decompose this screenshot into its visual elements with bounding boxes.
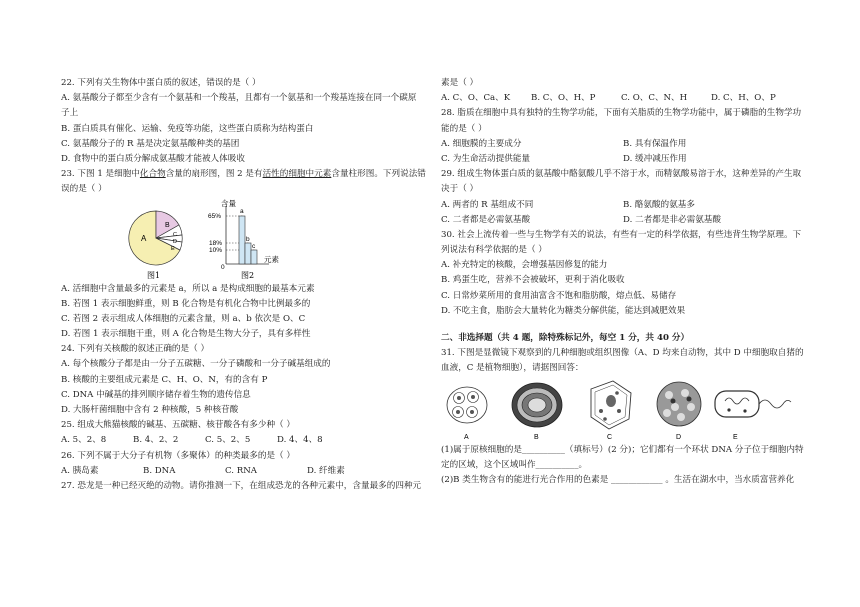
q26-option-c: C. RNA [225,465,257,476]
q26-option-b: B. DNA [143,465,176,476]
figure-2-caption: 图2 [241,270,255,280]
q27-options [441,91,811,106]
cell-label-b: B [534,433,539,441]
bar-x-title: 元素 [264,254,279,264]
q28-option-b: B. 具有保温作用 [623,138,687,149]
q29-options-row1 [441,198,811,213]
cell-b-figure [512,383,562,441]
q29-option-c: C. 二者都是必需氨基酸 [441,214,531,225]
q22-option-b: B. 蛋白质具有催化、运输、免疫等功能，这些蛋白质称为结构蛋白 [61,123,314,134]
figure-1-caption: 图1 [147,270,161,280]
cell-a-figure [447,387,487,441]
q26-options [61,464,439,479]
q31-part1: (1)属于原核细胞的是__________（填标号）(2 分)；它们都有一个环状 DNA 分子位于细胞内特 [441,444,804,455]
q29-option-b: B. 酪氨酸的氨基多 [623,199,695,210]
q23-stem-text-mid: 含量的扇形图，图 2 是有 [165,169,263,180]
q24-option-b: B. 核酸的主要组成元素是 C、H、O、N，有的含有 P [61,374,268,385]
q31-stem: 31. 下图是显微镜下观察到的几种细胞或组织图像（A、D 均来自动物，其中 D 中细胞取自猪的 [441,348,804,359]
q24-stem: 24. 下列有关核酸的叙述正确的是（ ） [61,344,210,355]
q23-option-a: A. 活细胞中含量最多的元素是 a，所以 a 是构成细胞的最基本元素 [61,283,315,294]
pie-chart [129,210,182,279]
q28-option-c: C. 为生命活动提供能量 [441,153,531,164]
q24-option-d: D. 大肠杆菌细胞中含有 2 种核酸，5 种核苷酸 [61,405,239,415]
q31-stem-cont: 血液，C 是植物细胞），请据图回答： [441,363,584,374]
tick-0: 0 [221,263,225,271]
q23-underlined-element: 活性的细胞中元素 [262,169,332,180]
q22-option-c: C. 氨基酸分子的 R 基是决定氨基酸种类的基团 [61,138,240,149]
q27-option-c: C. O、C、N、H [621,93,688,104]
tick-10: 10% [209,246,223,254]
bar-c [251,250,257,264]
cell-label-a: A [464,433,469,441]
q23-underlined-compound: 化合物 [139,169,166,180]
q26-option-a: A. 胰岛素 [61,465,99,476]
q29-stem: 29. 组成生物体蛋白质的氨基酸中酪氨酸几乎不溶于水，而精氨酸易溶于水，这种差异的产生取 [441,169,802,180]
q25-option-b: B. 4、2、2 [133,435,179,446]
q30-option-d: D. 不吃主食，脂肪会大量转化为糖类分解供能，能达到减肥效果 [441,305,686,316]
q26-option-d: D. 纤维素 [307,465,345,476]
q27-stem-cont: 素是（ ） [441,78,479,88]
cell-c-figure [591,381,631,441]
q23-stem [61,167,439,182]
bar-label-b: b [246,235,250,243]
cell-label-c: C [607,433,613,441]
q30-option-c: C. 日常炒菜所用的食用油富含不饱和脂肪酸，熔点低、易储存 [441,290,677,301]
q22-option-d: D. 食物中的蛋白质分解成氨基酸才能被人体吸收 [61,153,245,164]
q30-stem: 30. 社会上流传着一些与生物学有关的说法，有些有一定的科学依据，有些违背生物学原理。下 [441,229,802,240]
tick-65: 65% [208,212,222,220]
q27-stem: 27. 恐龙是一种已经灭绝的动物。请你推测一下，在组成恐龙的各种元素中，含量最多的四种元 [61,480,422,491]
q28-option-a: A. 细胞膜的主要成分 [441,138,522,149]
q29-option-a: A. 两者的 R 基组成不同 [441,199,534,210]
q25-options [61,433,439,448]
right-column [441,76,811,488]
pie-label-a: A [141,233,147,243]
q25-option-a: A. 5、2、8 [61,435,107,446]
left-column [61,76,439,494]
q28-stem-cont: 能的是（ ） [441,123,487,134]
section-2-title: 二、非选择题（共 4 题，除特殊标记外，每空 1 分，共 40 分） [441,333,690,343]
q23-option-c: C. 若图 2 表示组成人体细胞的元素含量，则 a、b 依次是 O、C [61,313,306,324]
q26-stem: 26. 下列不属于大分子有机物（多聚体）的种类最多的是（ ） [61,450,295,461]
q25-stem: 25. 组成大熊猫核酸的碱基、五碳糖、核苷酸各有多少种（ ） [61,420,295,431]
q30-stem-cont: 列说法有科学依据的是（ ） [441,245,547,256]
q31-cell-figures [441,377,811,443]
bar-y-title: 含量 [221,198,236,208]
bar-chart [208,198,279,280]
q22-option-a: A. 氨基酸分子都至少含有一个氨基和一个羧基，且都有一个氨基和一个羧基连接在同一个碳原 [61,93,417,104]
q23-figure-svg [121,198,291,282]
q29-option-d: D. 二者都是非必需氨基酸 [623,214,721,225]
q23-option-b: B. 若图 1 表示细胞鲜重，则 B 化合物是有机化合物中比例最多的 [61,298,311,309]
pie-label-b: B [165,221,170,229]
q30-option-b: B. 鸡蛋生吃，营养不会被破坏，更利于消化吸收 [441,275,625,286]
q27-option-b: B. C、O、H、P [531,93,596,104]
pie-label-c: C [173,231,177,238]
q31-part1-cont: 定的区域，这个区域叫作__________。 [441,459,588,470]
q23-figure [61,198,439,282]
q31-figures-svg [441,377,811,443]
pie-label-e: E [171,245,175,252]
q22-stem: 22. 下列有关生物体中蛋白质的叙述，错误的是（ ） [61,78,261,88]
q30-option-a: A. 补充特定的核酸，会增强基因修复的能力 [441,260,608,271]
q31-part2: (2)B 类生物含有的能进行光合作用的色素是 ____________ 。生活在湖水中，当水质富营养化 [441,474,795,485]
q28-stem: 28. 脂质在细胞中具有独特的生物学功能，下面有关脂质的生物学功能中，属于磷脂的生物学功 [441,108,802,119]
q28-options-row1 [441,137,811,152]
cell-label-e: E [733,433,738,441]
q23-stem-text: 23. 下图 1 是细胞中 [61,169,140,180]
q25-option-c: C. 5、2、5 [205,435,251,446]
spacer [441,319,811,331]
q22-option-a-cont: 子上 [61,108,79,119]
q27-option-a: A. C、O、Ca、K [441,93,511,104]
q25-option-d: D. 4、4、8 [277,435,323,446]
q28-option-d: D. 缓冲减压作用 [623,153,687,164]
q24-option-c: C. DNA 中碱基的排列顺序储存着生物的遗传信息 [61,389,251,400]
tick-18: 18% [209,239,223,247]
q28-options-row2 [441,152,811,167]
bar-label-a: a [240,207,244,215]
cell-label-d: D [676,433,682,441]
bar-label-c: c [252,242,256,250]
q27-option-d: D. C、H、O、P [711,93,776,104]
q23-option-d: D. 若图 1 表示细胞干重，则 A 化合物是生物大分子，具有多样性 [61,329,311,340]
cell-d-figure [657,382,701,441]
bar-a [239,216,245,264]
bar-b [245,243,251,264]
q24-option-a: A. 每个核酸分子都是由一分子五碳糖、一分子磷酸和一分子碱基组成的 [61,359,331,370]
q29-options-row2 [441,213,811,228]
pie-label-d: D [173,238,177,245]
q23-stem-text-post: 含量柱形图。下列说法错 [331,169,426,180]
cell-e-figure [715,391,791,441]
q29-stem-cont: 决于（ ） [441,184,479,195]
q23-stem-cont: 误的是（ ） [61,184,107,195]
